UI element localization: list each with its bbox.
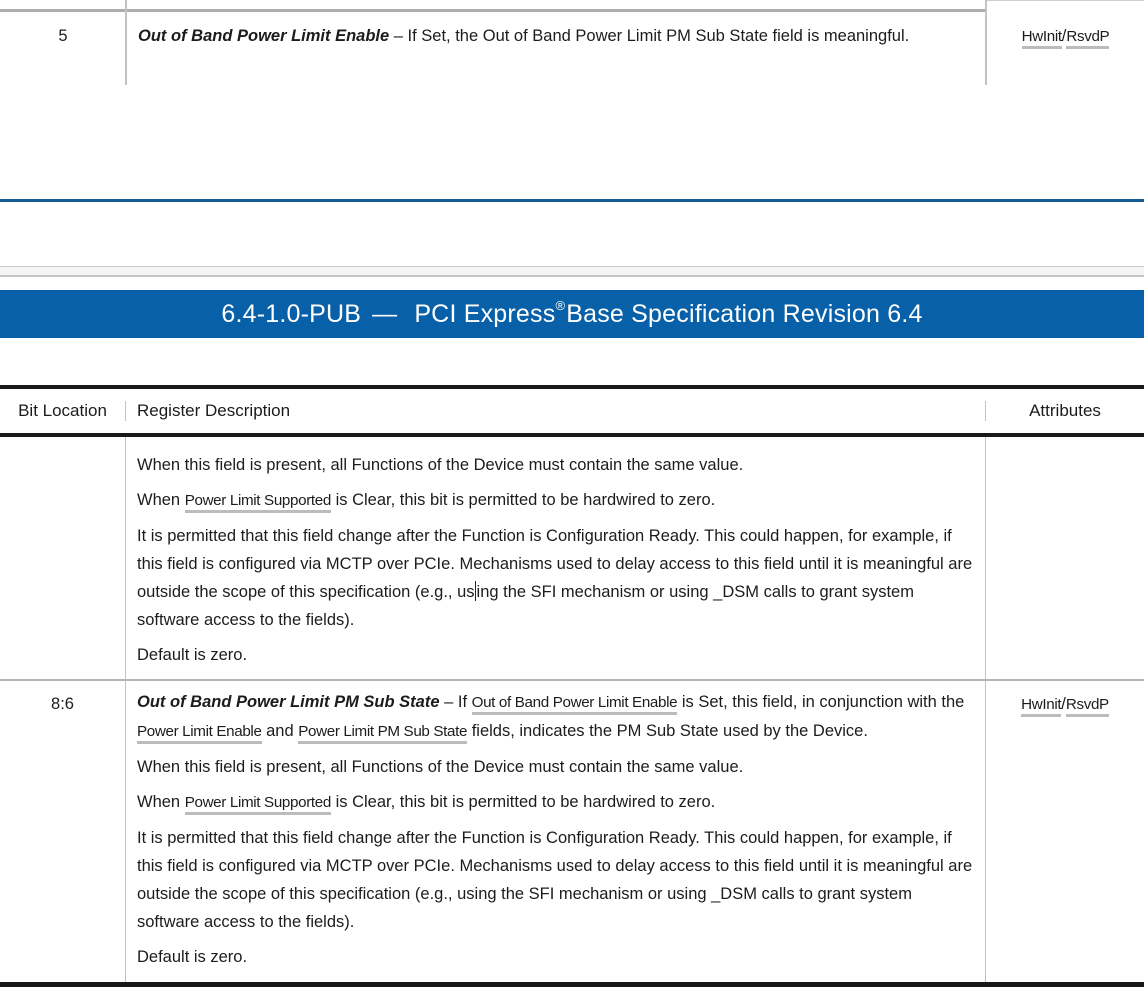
bit-location-cell: 8:6 (0, 681, 126, 982)
paragraph (137, 451, 973, 479)
paragraph (137, 522, 973, 634)
row-separator-line (0, 9, 986, 12)
text-run: When this field is present, all Functions of the Device must contain the same value. (137, 758, 744, 776)
header-register-description: Register Description (126, 401, 986, 421)
page-footer-rule (0, 199, 1144, 202)
text-run: – If Set, the Out of Band Power Limit PM Sub State field is meaningful. (389, 27, 910, 45)
register-description-cell (138, 22, 980, 50)
text-run: When (137, 491, 185, 509)
table-row-continuation (0, 437, 1144, 679)
cross-reference-link[interactable]: Power Limit Supported (185, 794, 331, 815)
paragraph (137, 486, 973, 515)
page-break-gap (0, 266, 1144, 277)
text-run: When (137, 793, 185, 811)
cross-reference-link[interactable]: Out of Band Power Limit Enable (472, 694, 678, 715)
text-run: When this field is present, all Functions of the Device must contain the same value. (137, 456, 744, 474)
paragraph (137, 788, 973, 817)
attributes-cell (987, 22, 1144, 51)
text-run: ing the SFI mechanism or using _DSM calls to grant system software access to the fields). (137, 583, 914, 629)
text-run: is Clear, this bit is permitted to be hardwired to zero. (330, 793, 716, 811)
paragraph (137, 688, 973, 746)
register-table (0, 385, 1144, 987)
row-separator-line (986, 0, 1144, 1)
cross-reference-link[interactable]: Power Limit PM Sub State (298, 723, 467, 744)
paragraph (137, 943, 973, 971)
registered-trademark-symbol: ® (555, 297, 566, 313)
text-run: / (1061, 27, 1067, 45)
cross-reference-link[interactable]: Power Limit Enable (137, 723, 262, 744)
attributes-cell (986, 681, 1144, 982)
register-field-term: Out of Band Power Limit PM Sub State (137, 693, 440, 711)
text-run: fields, indicates the PM Sub State used by the Device. (467, 722, 868, 740)
text-run: – If (439, 693, 472, 711)
table-header-row (0, 385, 1144, 437)
text-run: / (1061, 695, 1066, 713)
bit-location-cell (0, 437, 126, 679)
previous-page-table-fragment (0, 0, 1144, 200)
register-field-term: Out of Band Power Limit Enable (138, 27, 390, 45)
text-run: Default is zero. (137, 646, 248, 664)
paragraph (137, 641, 973, 669)
paragraph (137, 753, 973, 781)
attributes-cell (986, 437, 1144, 679)
page-header-banner (0, 290, 1144, 338)
text-run: is Clear, this bit is permitted to be hardwired to zero. (330, 491, 716, 509)
header-bit-location: Bit Location (0, 401, 126, 421)
text-run: and (261, 722, 299, 740)
text-run: Default is zero. (137, 948, 248, 966)
banner-title-rest: Base Specification Revision 6.4 (566, 299, 923, 328)
bit-location-value: 5 (58, 27, 68, 45)
banner-separator: — (372, 299, 398, 328)
cross-reference-link[interactable]: HwInit (1021, 696, 1061, 717)
cross-reference-link[interactable]: Power Limit Supported (185, 492, 331, 513)
table-row-8-6 (0, 679, 1144, 982)
document-id: 6.4-1.0-PUB (221, 299, 362, 328)
header-attributes: Attributes (1029, 401, 1101, 420)
text-run: It is permitted that this field change after the Function is Configuration Ready. This could happen, for example, if this field is configured via MCTP over PCIe. Mechanisms used to delay access to this field until it is meaningful are outside the scope of this specification (e.g., us (137, 527, 973, 601)
cross-reference-link[interactable]: RsvdP (1066, 28, 1109, 49)
text-run: is Set, this field, in conjunction with the (677, 693, 965, 711)
cross-reference-link[interactable]: RsvdP (1066, 696, 1109, 717)
paragraph (137, 824, 973, 936)
register-description-cell (126, 437, 986, 679)
product-name: PCI Express (414, 299, 556, 328)
text-run: It is permitted that this field change after the Function is Configuration Ready. This could happen, for example, if this field is configured via MCTP over PCIe. Mechanisms used to delay access to this field until it is meaningful are outside the scope of this specification (e.g., using the SFI mechanism or using _DSM calls to grant system software access to the fields). (137, 829, 973, 931)
cross-reference-link[interactable]: HwInit (1022, 28, 1062, 49)
register-description-cell (126, 681, 986, 982)
